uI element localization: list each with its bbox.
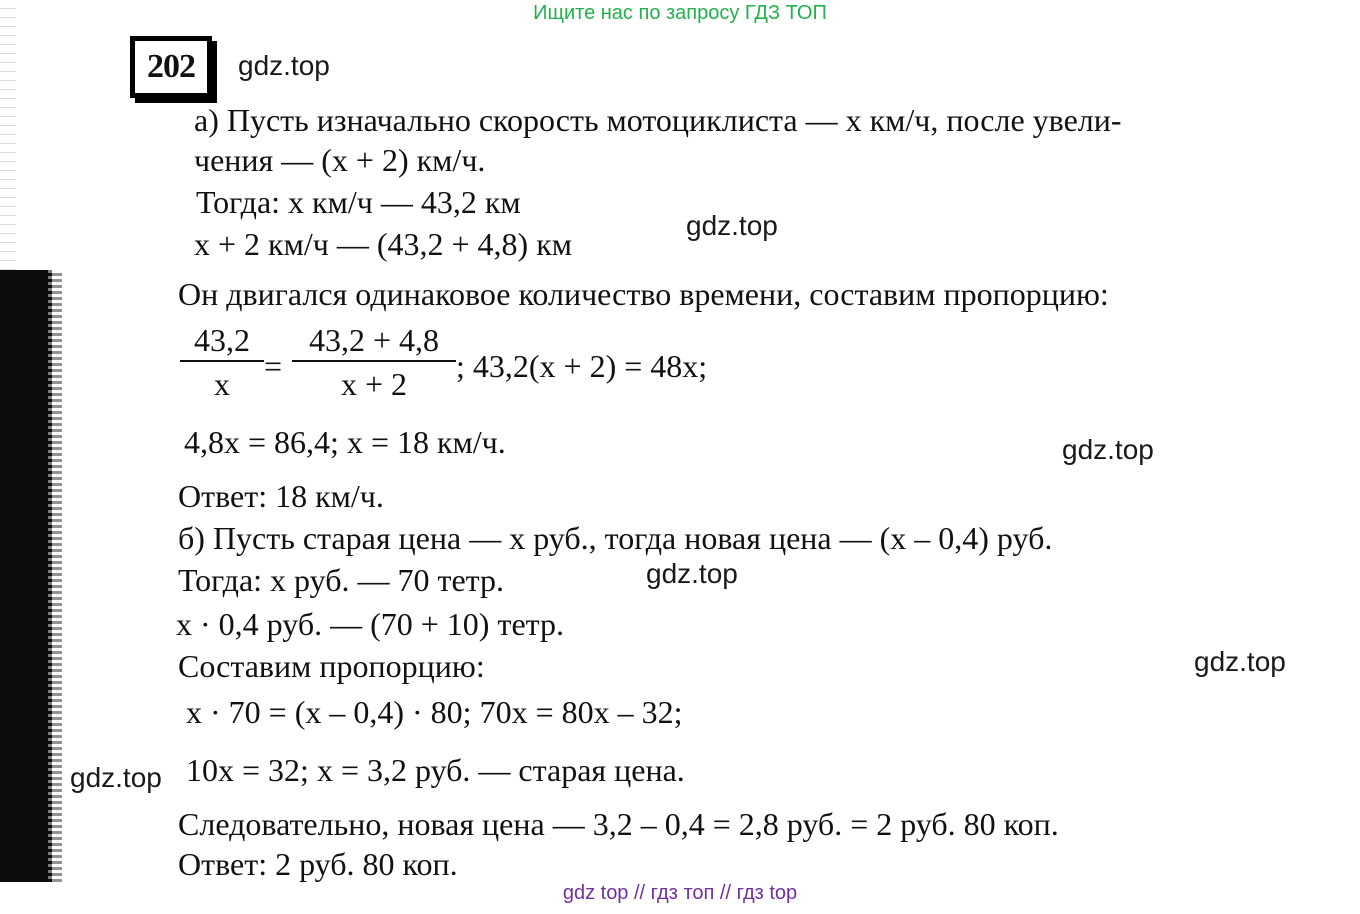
fraction-left-denominator: x [214, 366, 230, 402]
watermark: gdz.top [1062, 434, 1154, 465]
part-a-line-1: а) Пусть изначально скорость мотоциклиста — x км/ч, после увели- [194, 102, 1122, 138]
fraction-right-denominator: x + 2 [340, 366, 408, 402]
part-a-line-3: Тогда: x км/ч — 43,2 км [196, 184, 521, 220]
problem-number: 202 [130, 36, 212, 98]
watermark: gdz.top [238, 50, 330, 81]
part-b-line-1: б) Пусть старая цена — x руб., тогда новая цена — (x – 0,4) руб. [178, 520, 1053, 556]
watermark: gdz.top [70, 762, 162, 793]
fraction-right [292, 320, 456, 406]
fraction-left [180, 320, 264, 406]
part-a-line-2: чения — (x + 2) км/ч. [194, 142, 486, 178]
watermark: gdz.top [1194, 646, 1286, 677]
part-b-line-3: x · 0,4 руб. — (70 + 10) тетр. [176, 606, 565, 642]
part-b-answer: Ответ: 2 руб. 80 коп. [178, 846, 458, 882]
scan-margin-edge [0, 270, 52, 882]
part-a-answer: Ответ: 18 км/ч. [178, 478, 384, 514]
footer-links: gdz top // гдз топ // гдз top [562, 882, 798, 904]
part-b-line-2: Тогда: x руб. — 70 тетр. [178, 562, 505, 598]
fraction-right-numerator: 43,2 + 4,8 [292, 320, 456, 362]
part-a-solution: 4,8x = 86,4; x = 18 км/ч. [184, 424, 506, 460]
search-banner: Ищите нас по запросу ГДЗ ТОП [533, 2, 827, 24]
fraction-left-numerator: 43,2 [180, 320, 264, 362]
proportion-equation: ; 43,2(x + 2) = 48x; [456, 348, 708, 384]
part-a-line-4: x + 2 км/ч — (43,2 + 4,8) км [194, 226, 572, 262]
part-a-line-5: Он двигался одинаковое количество времени, составим пропорцию: [178, 276, 1109, 312]
equals-sign: = [264, 348, 283, 384]
part-b-line-6: 10x = 32; x = 3,2 руб. — старая цена. [186, 752, 685, 788]
part-b-line-5: x · 70 = (x – 0,4) · 80; 70x = 80x – 32; [186, 694, 683, 730]
watermark: gdz.top [646, 558, 738, 589]
watermark: gdz.top [686, 210, 778, 241]
scan-margin-top [0, 0, 16, 270]
part-b-line-4: Составим пропорцию: [178, 648, 485, 684]
part-b-line-7: Следовательно, новая цена — 3,2 – 0,4 = 2,8 руб. = 2 руб. 80 коп. [178, 806, 1059, 842]
